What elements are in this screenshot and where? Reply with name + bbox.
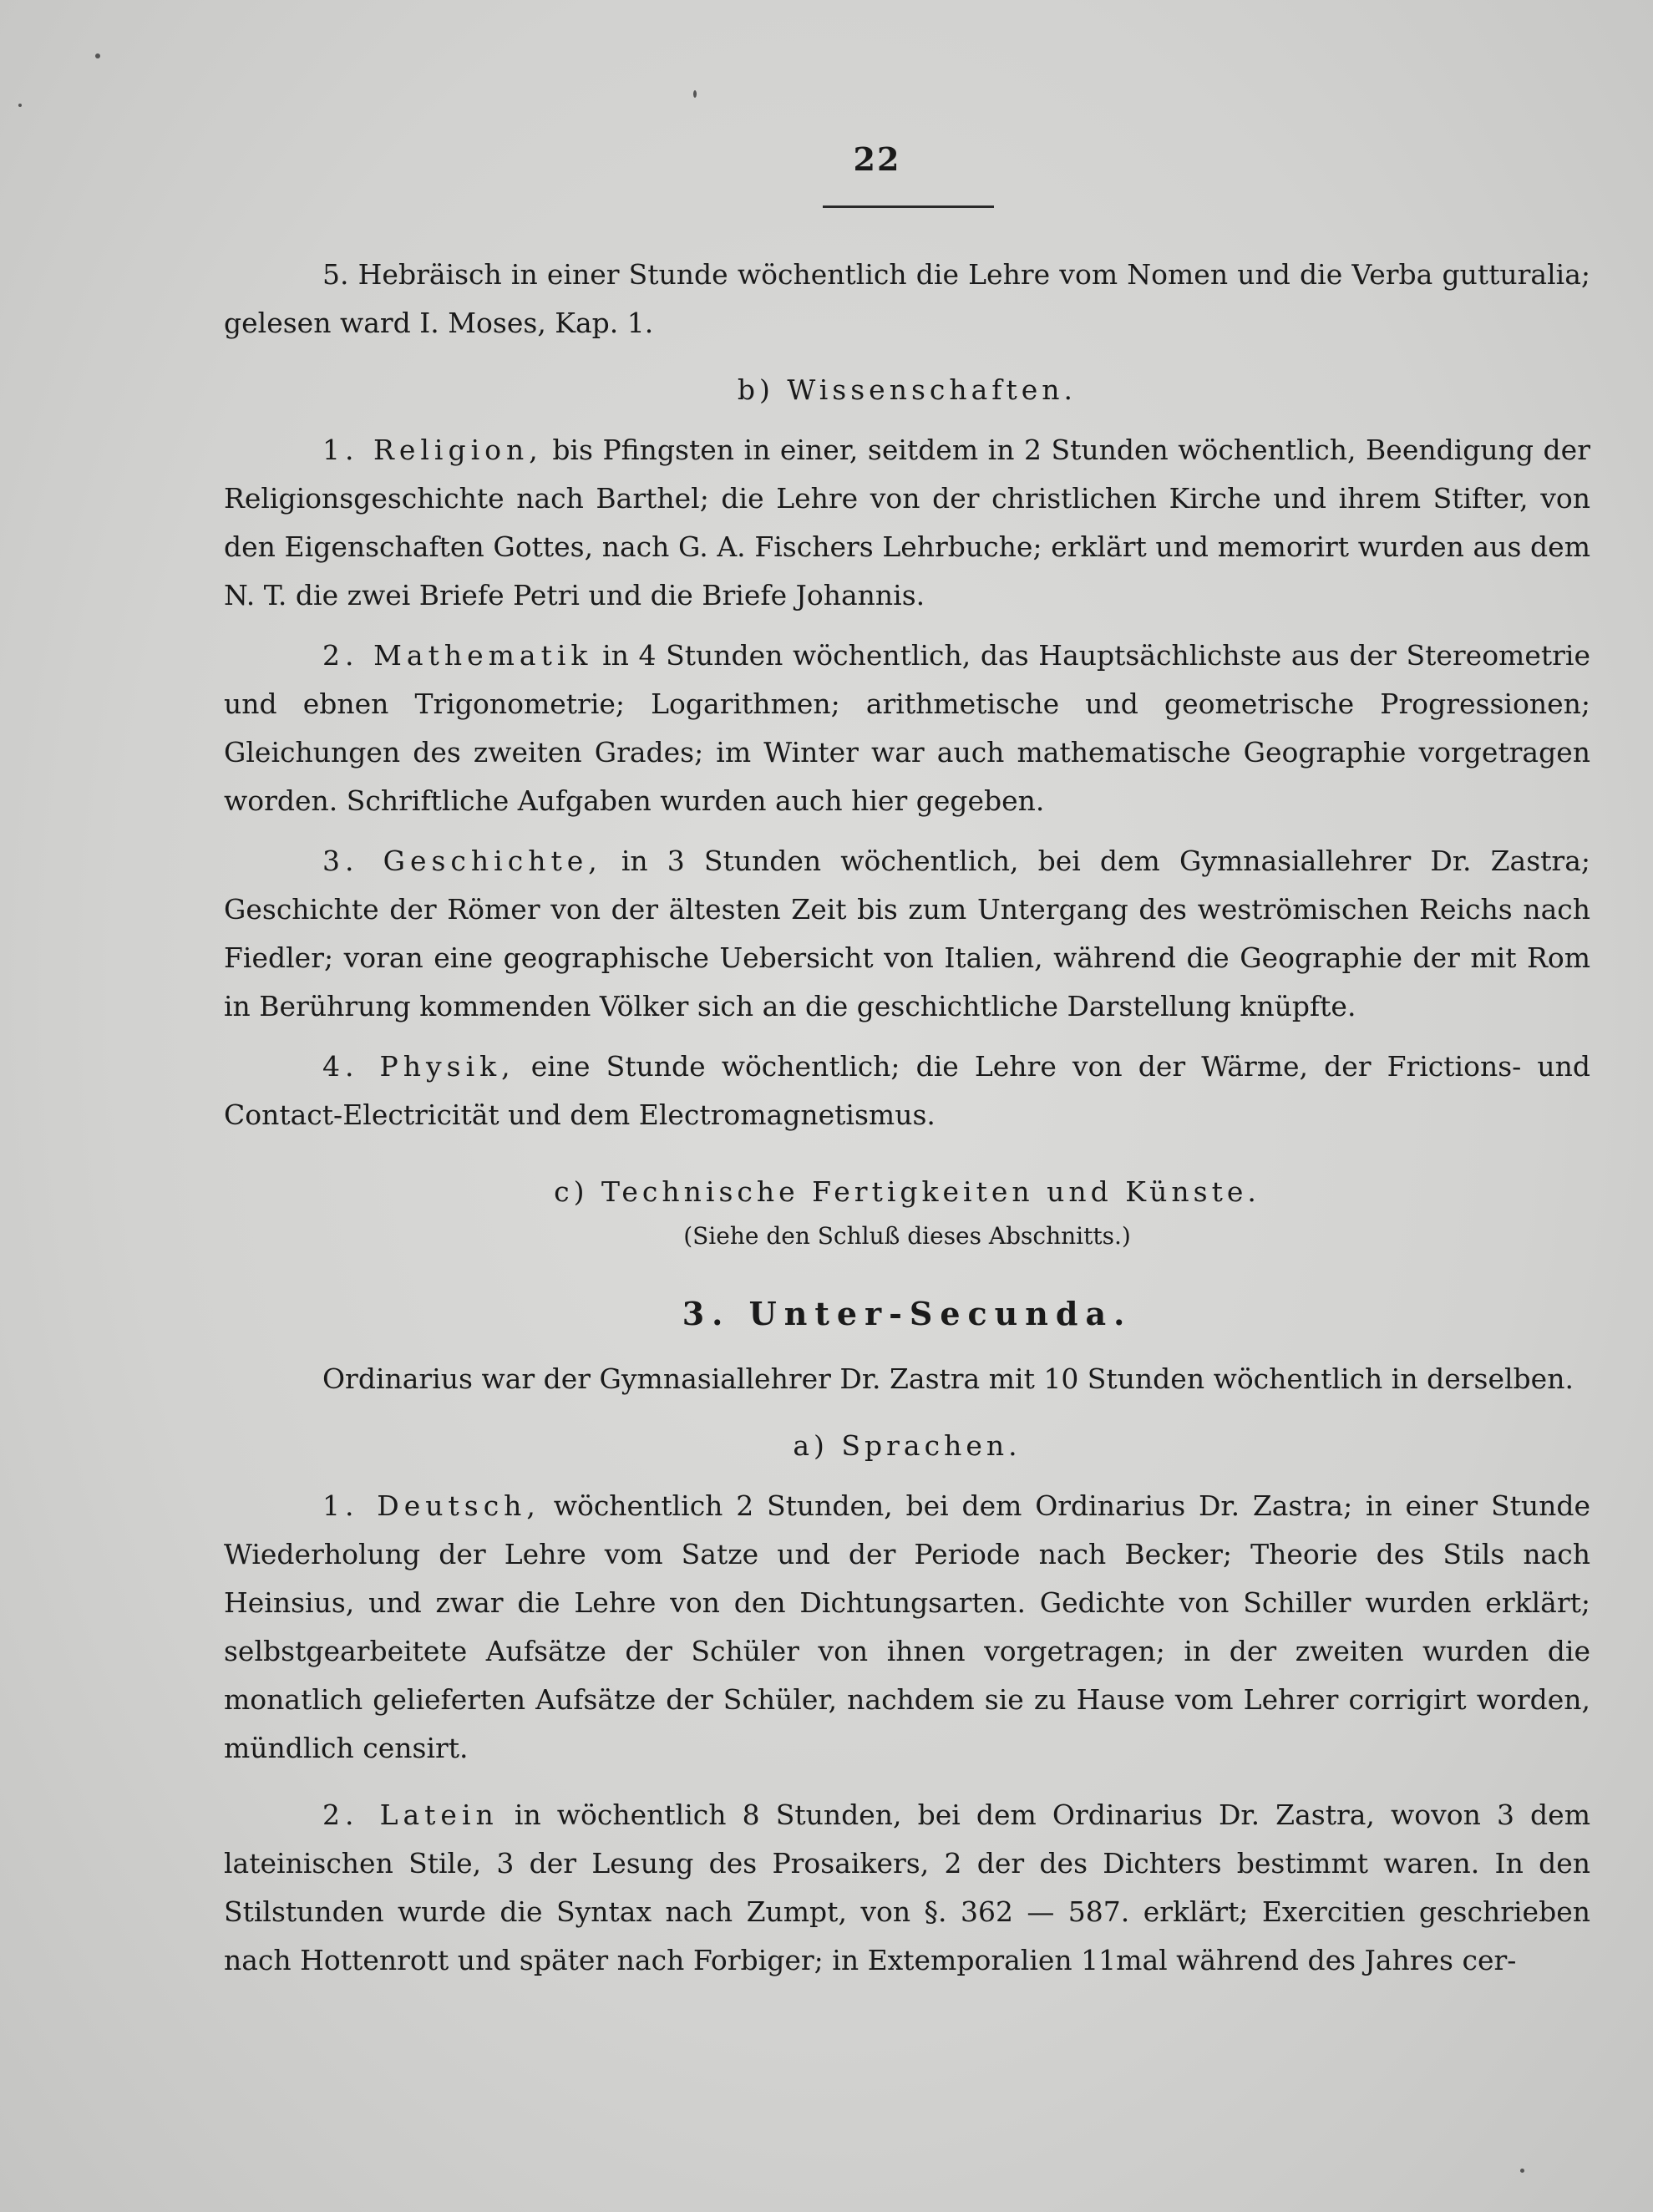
subject-physics: 4. Physik, <box>322 1050 515 1083</box>
paper-speck <box>693 90 697 98</box>
paper-speck <box>1520 2169 1524 2173</box>
paragraph-religion <box>224 426 1590 620</box>
text-religion: bis Pfingsten in einer, seitdem in 2 Stunden wöchentlich, Beendigung der Religionsgeschichte nach Barthel; die Lehre von der christlichen Kirche und ihrem Stifter, von den Eigenschaften Gottes, nach G. A. Fischers Lehrbuche; erklärt und memorirt wurden aus dem N. T. die zwei Briefe Petri und die Briefe Johannis. <box>224 434 1590 611</box>
section-heading-languages: a) Sprachen. <box>793 1429 1022 1462</box>
paper-speck <box>95 53 100 58</box>
paper-speck <box>18 104 22 107</box>
paragraph-latin <box>224 1791 1590 1985</box>
paragraph-history <box>224 837 1590 1031</box>
paragraph-german <box>224 1482 1590 1773</box>
page-body <box>224 251 1590 1985</box>
subject-history: 3. Geschichte, <box>322 845 602 877</box>
paragraph-ordinarius: Ordinarius war der Gymnasiallehrer Dr. Zastra mit 10 Stunden wöchentlich in derselben. <box>322 1362 1574 1395</box>
section-heading-sciences: b) Wissenschaften. <box>737 373 1077 406</box>
text-latin: in wöchentlich 8 Stunden, bei dem Ordinarius Dr. Zastra, wovon 3 dem lateinischen Stile, 3 der Lesung des Prosaikers, 2 der des Dichters bestimmt waren. In den Stilstunden wurde die Syntax nach Zumpt, von §. 362 — 587. erklärt; Exercitien geschrieben nach Hottenrott und später nach Forbiger; in Extemporalien 11mal während des Jahres cer- <box>224 1799 1591 1976</box>
subject-mathematics: 2. Mathematik <box>322 639 593 672</box>
subject-religion: 1. Religion, <box>322 434 543 466</box>
paragraph-mathematics <box>224 632 1590 825</box>
text-physics: eine Stunde wöchentlich; die Lehre von der Wärme, der Frictions- und Contact-Electricität und dem Electromagnetismus. <box>224 1050 1590 1131</box>
text-history: in 3 Stunden wöchentlich, bei dem Gymnasiallehrer Dr. Zastra; Geschichte der Römer von der ältesten Zeit bis zum Untergang des weströmischen Reichs nach Fiedler; voran eine geographische Uebersicht von Italien, während die Geographie der mit Rom in Berührung kommenden Völker sich an die geschichtliche Darstellung knüpfte. <box>224 845 1590 1022</box>
section-note-arts: (Siehe den Schluß dieses Abschnitts.) <box>683 1222 1131 1250</box>
class-heading-unter-secunda: 3. Unter-Secunda. <box>682 1295 1133 1332</box>
text-mathematics: in 4 Stunden wöchentlich, das Hauptsächlichste aus der Stereometrie und ebnen Trigonometrie; Logarithmen; arithmetische und geometrische Progressionen; Gleichungen des zweiten Grades; im Winter war auch mathematische Geographie vorgetragen worden. Schriftliche Aufgaben wurden auch hier gegeben. <box>224 639 1590 817</box>
text-german: wöchentlich 2 Stunden, bei dem Ordinarius Dr. Zastra; in einer Stunde Wiederholung der Lehre vom Satze und der Periode nach Becker; Theorie des Stils nach Heinsius, und zwar die Lehre von den Dichtungsarten. Gedichte von Schiller wurden erklärt; selbstgearbeitete Aufsätze der Schüler von ihnen vorgetragen; in der zweiten wurden die monatlich gelieferten Aufsätze der Schüler, nachdem sie zu Hause vom Lehrer corrigirt worden, mündlich censirt. <box>224 1489 1590 1764</box>
page-number: 22 <box>853 140 901 178</box>
paragraph-hebrew: 5. Hebräisch in einer Stunde wöchentlich die Lehre vom Nomen und die Verba gutturalia; gelesen ward I. Moses, Kap. 1. <box>224 258 1590 339</box>
paragraph-physics <box>224 1043 1590 1139</box>
page-number-rule <box>823 205 994 208</box>
subject-latin: 2. Latein <box>322 1799 499 1831</box>
section-heading-arts: c) Technische Fertigkeiten und Künste. <box>554 1175 1260 1208</box>
subject-german: 1. Deutsch, <box>322 1489 540 1522</box>
